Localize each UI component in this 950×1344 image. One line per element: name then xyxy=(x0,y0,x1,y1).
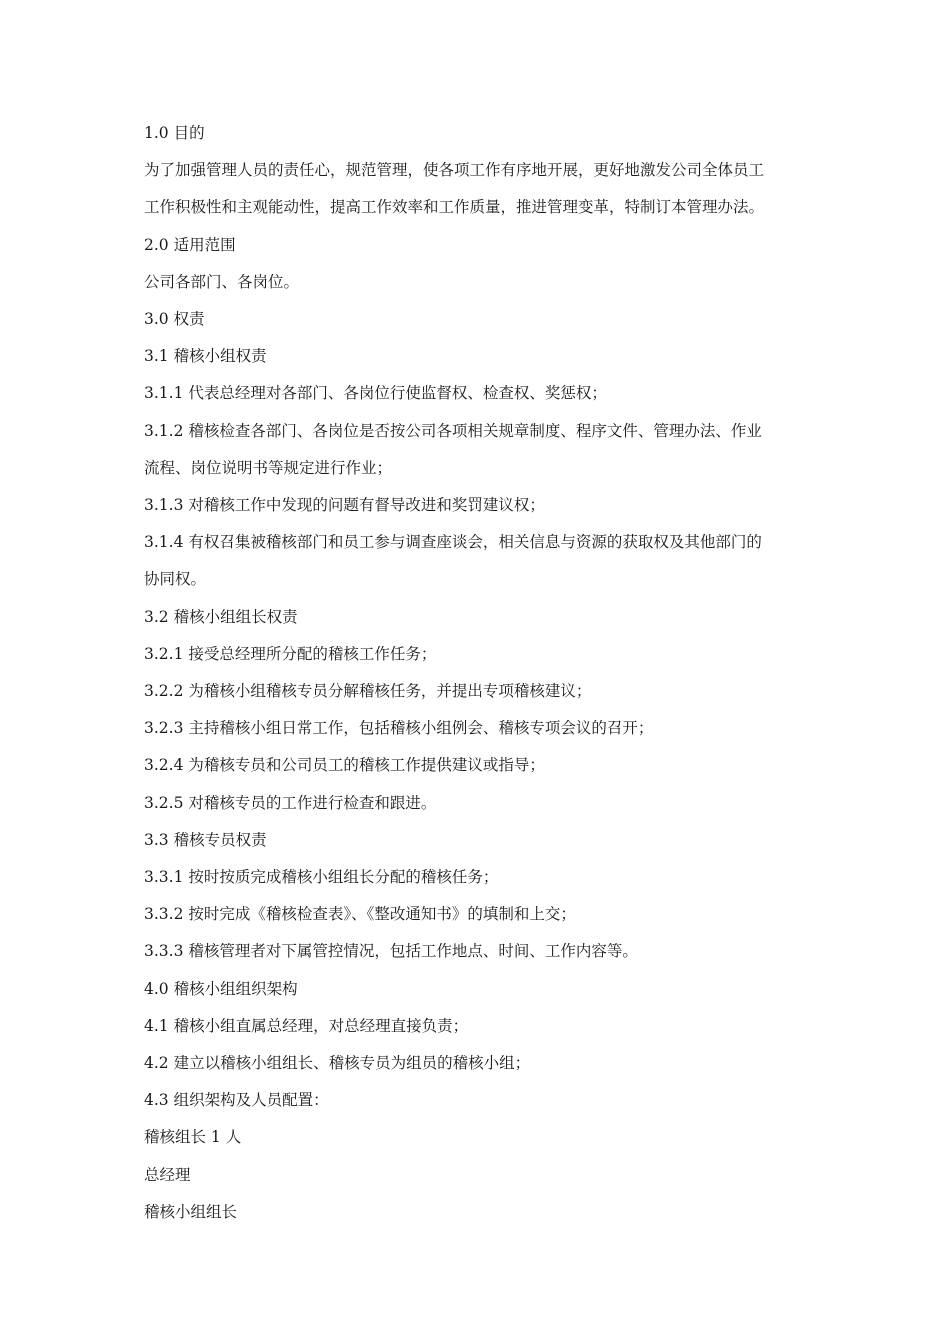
item-3-1-3: 3.1.3 对稽核工作中发现的问题有督导改进和奖罚建议权； xyxy=(144,496,545,515)
heading-audit-team-responsibilities: 3.1 稽核小组权责 xyxy=(144,347,267,366)
staffing-team-leader-count: 稽核组长 1 人 xyxy=(144,1128,242,1147)
purpose-text-line-1: 为了加强管理人员的责任心，规范管理，使各项工作有序地开展，更好地激发公司全体员工 xyxy=(144,161,765,180)
item-3-1-4-line-1: 3.1.4 有权召集被稽核部门和员工参与调查座谈会，相关信息与资源的获取权及其他部门的 xyxy=(144,533,762,552)
heading-purpose: 1.0 目的 xyxy=(144,124,205,142)
org-node-general-manager: 总经理 xyxy=(144,1165,191,1184)
item-3-3-2: 3.3.2 按时完成《稽核检查表》、《整改通知书》的填制和上交； xyxy=(144,905,576,924)
purpose-text-line-2: 工作积极性和主观能动性，提高工作效率和工作质量，推进管理变革，特制订本管理办法。 xyxy=(144,198,765,217)
item-3-2-5: 3.2.5 对稽核专员的工作进行检查和跟进。 xyxy=(144,793,437,812)
item-3-2-1: 3.2.1 接受总经理所分配的稽核工作任务； xyxy=(144,644,437,663)
heading-org-structure: 4.0 稽核小组组织架构 xyxy=(144,979,298,998)
item-3-1-1: 3.1.1 代表总经理对各部门、各岗位行使监督权、检查权、奖惩权； xyxy=(144,384,607,403)
item-3-1-4-line-2: 协同权。 xyxy=(144,570,207,589)
item-4-2: 4.2 建立以稽核小组组长、稽核专员为组员的稽核小组； xyxy=(144,1054,531,1073)
item-3-2-3: 3.2.3 主持稽核小组日常工作，包括稽核小组例会、稽核专项会议的召开； xyxy=(144,719,654,738)
item-4-1: 4.1 稽核小组直属总经理，对总经理直接负责； xyxy=(144,1016,469,1035)
org-node-team-leader: 稽核小组组长 xyxy=(144,1202,238,1221)
heading-responsibilities: 3.0 权责 xyxy=(144,310,205,329)
item-3-3-3: 3.3.3 稽核管理者对下属管控情况，包括工作地点、时间、工作内容等。 xyxy=(144,942,638,961)
item-4-3: 4.3 组织架构及人员配置： xyxy=(144,1091,329,1110)
document-body xyxy=(144,115,814,1231)
scope-text: 公司各部门、各岗位。 xyxy=(144,272,300,291)
heading-scope: 2.0 适用范围 xyxy=(144,235,236,254)
heading-team-leader-responsibilities: 3.2 稽核小组组长权责 xyxy=(144,607,298,626)
item-3-3-1: 3.3.1 按时按质完成稽核小组组长分配的稽核任务； xyxy=(144,868,499,887)
heading-auditor-responsibilities: 3.3 稽核专员权责 xyxy=(144,830,267,849)
item-3-1-2-line-1: 3.1.2 稽核检查各部门、各岗位是否按公司各项相关规章制度、程序文件、管理办法、作业 xyxy=(144,421,762,440)
item-3-2-2: 3.2.2 为稽核小组稽核专员分解稽核任务，并提出专项稽核建议； xyxy=(144,682,592,701)
item-3-2-4: 3.2.4 为稽核专员和公司员工的稽核工作提供建议或指导； xyxy=(144,756,545,775)
item-3-1-2-line-2: 流程、岗位说明书等规定进行作业； xyxy=(144,458,393,477)
